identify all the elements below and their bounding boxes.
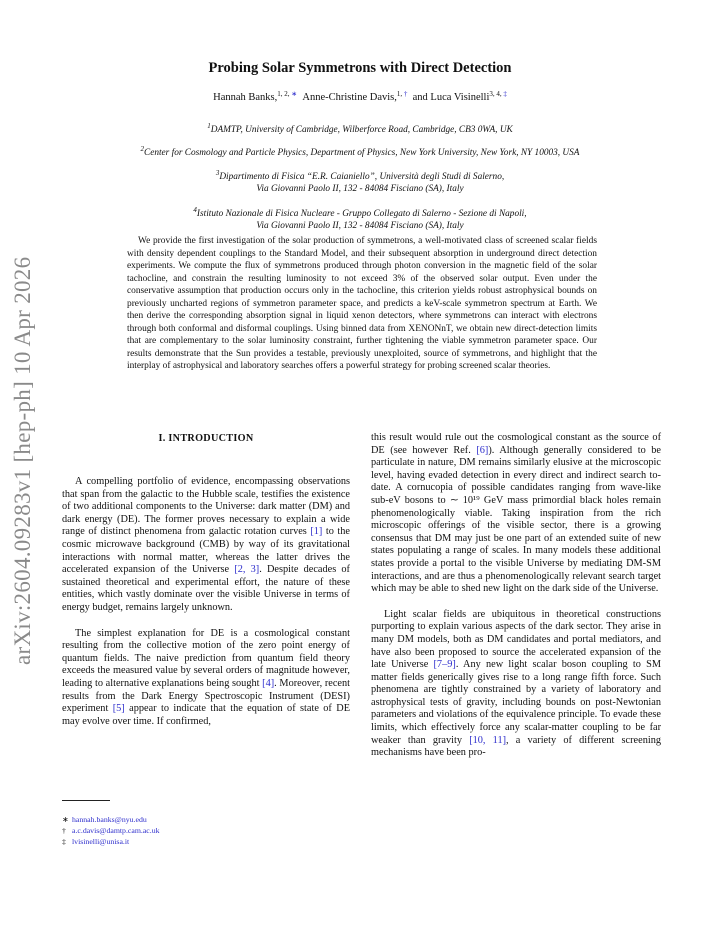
arxiv-identifier: arXiv:2604.09283v1 [hep-ph] 10 Apr 2026 [10,256,35,665]
affiliation-text: Dipartimento di Fisica “E.R. Caianiello”, Università degli Studi di Salerno, [219,172,505,182]
author-name: Anne-Christine Davis, [302,92,397,103]
affiliation-number: 4 [193,206,197,214]
affiliation [0,204,720,232]
section-heading: I. INTRODUCTION [158,433,254,444]
footnote-mark: ‡ [62,837,66,846]
affiliation-text: Istituto Nazionale di Fisica Nucleare - Gruppo Collegato di Salerno - Sezione di Napoli, [196,209,527,219]
citation-link[interactable]: [1] [310,526,323,538]
affiliation-text: Center for Cosmology and Particle Physics, Department of Physics, New York University, New York, NY 10003, USA [144,148,580,158]
paragraph-text: this result would rule out the cosmological constant as the source of DE (see however Ref. [371,432,661,456]
paragraph-text: The simplest explanation for DE is a cosmological constant resulting from the collective motion of the zero point energy of quantum fields. The naive prediction from quantum field theory exceeds the measured value by several orders of magnitude however, leading to alternative explanations being sought [62,627,350,689]
citation-link[interactable]: [10, 11] [469,734,507,746]
citation-link[interactable]: [7–9] [433,659,456,671]
footnote [62,825,352,836]
citation-link[interactable]: [2, 3] [234,564,260,576]
paragraph-text: to the cosmic microwave background (CMB) by way of its gravitational interactions with normal matter, whereas the latter drives the accelerated expansion of the Universe [62,526,350,576]
email-link[interactable]: hannah.banks@nyu.edu [72,815,147,824]
paragraph [371,609,661,760]
footnote-rule [62,800,110,801]
author-affil-sup: 1, [396,90,404,98]
author-mark[interactable]: ∗ [291,90,298,98]
affiliation-address: Via Giovanni Paolo II, 132 - 84084 Fisciano (SA), Italy [256,221,464,231]
abstract: We provide the first investigation of the solar production of symmetrons, a well-motivated class of screened scalar fields with density dependent couplings to the Standard Model, and their subsequent absorption in underground direct detection experiments. We compute the flux of symmetrons produced through photon conversion in the magnetic field of the solar tachocline, and constrain the resulting luminosity to not exceed 3% of the observed solar output. Even under the conservative assumption that production occurs only in the tachocline, this criterion yields robust astrophysical bounds on previously uncharted regions of symmetron parameter space, and predicts a keV-scale symmetron spectrum at Earth. We then derive the corresponding absorption signal in liquid xenon detectors, where symmetrons can interact with electrons through both conformal and disformal couplings. Using binned data from XENONnT, we obtain new direct-detection limits that are complementary to the solar luminosity constraint, further tightening the viable symmetron parameter space. Our results demonstrate that the Sun provides a testable, previously unexploited, source of symmetrons, and highlight that the interplay of astrophysical and laboratory searches offers a powerful strategy for probing screened scalar theories. [127,236,597,371]
footnote [62,814,352,825]
paragraph-text: . Despite decades of sustained theoretical and experimental effort, the nature of these entities, which vastly dominate over the visible Universe in terms of energy budget, remains largely unknown. [62,564,350,613]
left-column [62,476,350,728]
paragraph-text: A compelling portfolio of evidence, encompassing observations that span from the galactic to the Hubble scale, testifies the existence of two additional components to the Universe: dark matter (DM) and dark energy (DE). The former proves necessary to explain a wide range of distinct phenomena from galactic rotation curves [62,476,350,538]
affiliation-number: 2 [140,145,144,153]
affiliation-address: Via Giovanni Paolo II, 132 - 84084 Fisciano (SA), Italy [256,184,464,194]
paragraph-text: ). Although generally considered to be particulate in nature, DM remains similarly elusive at the microscopic level, having evaded detection in every direct and indirect search to-date. A cornucopia of possible candidates ranging from wave-like sub-eV bosons to ∼ 10¹⁹ GeV mass primordial black holes remain phenomenologically viable. Taking inspiration from the rich microscopic offerings of the visible sector, there is a growing consensus that DM may just be one part of an extended suite of new states populating a range of scales. In many models these additional states provide a portal to the visible Universe by mediating DM-SM interactions, and are thus a phenomenologically relevant search target which may be able to shed new light on the dark side of the Universe. [371,444,662,595]
author-name: Hannah Banks, [213,92,278,103]
affiliation-number: 3 [215,169,220,177]
paragraph-text: . Moreover, recent results from the Dark Energy Spectroscopic Instrument (DESI) experiment [62,677,350,715]
citation-link[interactable]: [4] [262,677,275,689]
right-column [371,432,661,760]
author-list [0,90,720,103]
paragraph [62,476,350,615]
affiliation [0,143,720,159]
paragraph [62,628,350,729]
paragraph-text: Light scalar fields are ubiquitous in theoretical constructions purporting to explain various aspects of the dark sector. They arise in many DM models, both as DM candidates and portal mediators, and have also been proposed to source the accelerated expansion of the late Universe [371,608,661,671]
paragraph [371,432,661,596]
author-affil-sup: 3, 4, [489,90,504,98]
affiliation [0,120,720,136]
paragraph-text: appear to indicate that the equation of state of DE may evolve over time. If confirmed, [62,703,350,727]
email-link[interactable]: a.c.davis@damtp.cam.ac.uk [72,826,160,835]
affiliation-number: 1 [207,122,211,130]
footnote [62,836,352,847]
paragraph-text: . Any new light scalar boson coupling to SM matter fields generically gives rise to a long range fifth force. Such phenomena are tightly constrained by a variety of laboratory and astrophysical tests of gravity, including bounds on post-Newtonian parameters and violations of the equivalence principle. To evade these limits, which effectively force any scalar-matter coupling to be far weaker than gravity [371,659,661,746]
affiliation [0,167,720,195]
author-name: and Luca Visinelli [412,92,490,103]
footnote-mark: ∗ [62,815,69,824]
paragraph-text: , a variety of different screening mechanisms have been pro- [371,734,661,759]
footnote-mark: † [62,826,66,835]
citation-link[interactable]: [5] [112,703,125,715]
footnotes [62,814,352,847]
author-mark[interactable]: † [403,90,408,98]
citation-link[interactable]: [6] [476,444,489,456]
author-affil-sup: 1, 2, [277,90,292,98]
author-mark[interactable]: ‡ [503,90,507,98]
affiliation-text: DAMTP, University of Cambridge, Wilberforce Road, Cambridge, CB3 0WA, UK [210,125,513,135]
email-link[interactable]: lvisinelli@unisa.it [72,837,130,846]
paper-title: Probing Solar Symmetrons with Direct Detection [208,60,512,76]
